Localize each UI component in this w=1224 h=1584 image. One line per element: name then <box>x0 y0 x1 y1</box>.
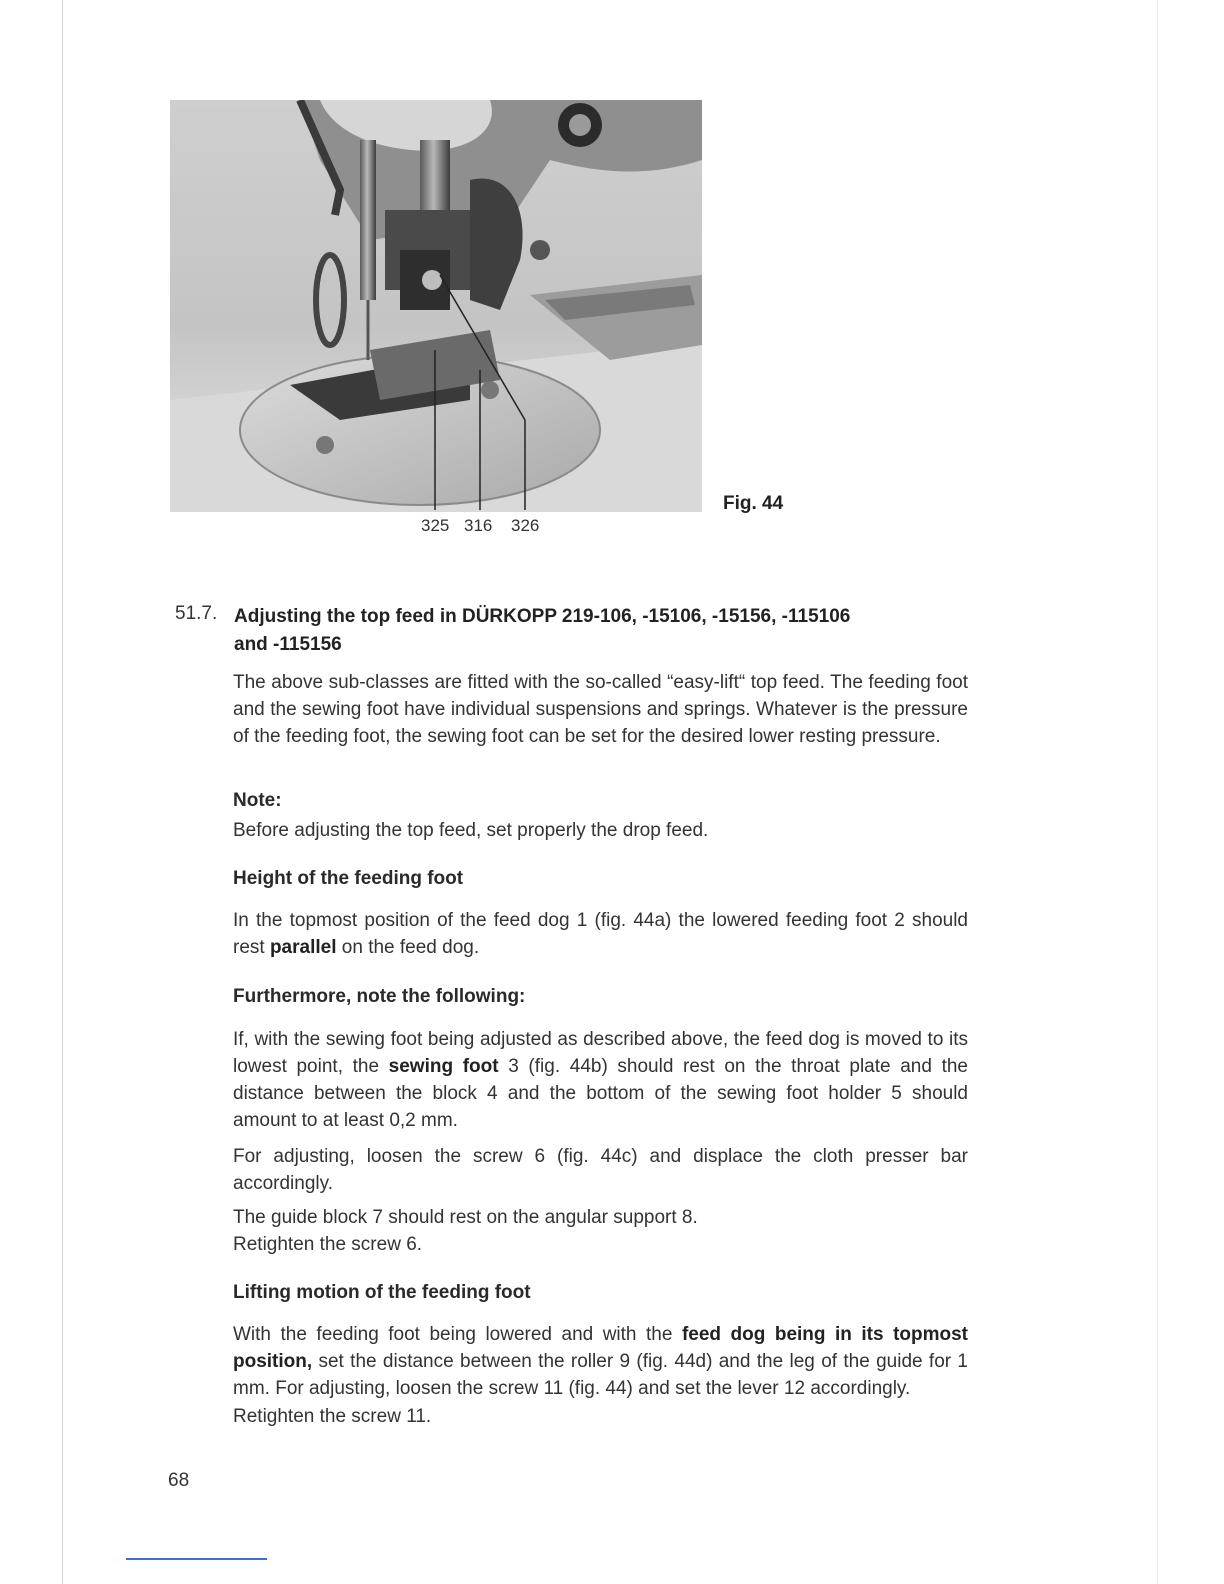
lifting-last-line: Retighten the screw 11. <box>233 1406 432 1427</box>
furthermore-p3-line-2: Retighten the screw 6. <box>233 1234 423 1255</box>
footer-rule <box>126 1558 267 1560</box>
height-paragraph <box>233 907 968 961</box>
section-title-line-2: and -115156 <box>234 634 342 655</box>
furthermore-p1-bold: sewing foot <box>388 1056 499 1077</box>
figure-label: Fig. 44 <box>723 493 784 514</box>
furthermore-heading: Furthermore, note the following: <box>233 986 526 1007</box>
page-right-edge <box>1157 0 1158 1584</box>
lifting-paragraph <box>233 1321 968 1402</box>
note-heading: Note: <box>233 790 282 811</box>
lifting-text-b: set the distance between the roller 9 (fig. 44d) and the leg of the guide for 1 mm. For adjusting, loosen the screw 11 (fig. 44) and set the lever 12 accordingly. <box>233 1351 968 1399</box>
height-bold: parallel <box>269 937 337 958</box>
callout-316: 316 <box>464 516 493 535</box>
section-title <box>234 603 934 659</box>
callout-326: 326 <box>511 516 540 535</box>
callout-325: 325 <box>421 516 450 535</box>
height-text-b: on the feed dog. <box>336 937 480 958</box>
page-binding-edge <box>62 0 63 1584</box>
page-number: 68 <box>168 1470 190 1491</box>
height-heading: Height of the feeding foot <box>233 868 464 889</box>
furthermore-paragraph-3 <box>233 1204 968 1258</box>
section-title-line-1: Adjusting the top feed in DÜRKOPP 219-106, -15106, -15156, -115106 <box>234 606 851 627</box>
furthermore-p3-line-1: The guide block 7 should rest on the angular support 8. <box>233 1207 698 1228</box>
furthermore-p1-b: 3 (fig. 44b) should rest on the throat plate and the distance between the block 4 and the bottom of the sewing foot holder 5 should amount to at least 0,2 mm. <box>233 1056 968 1131</box>
figure-photo <box>170 100 702 512</box>
furthermore-paragraph-2: For adjusting, loosen the screw 6 (fig. 44c) and displace the cloth presser bar accordingly. <box>233 1146 968 1194</box>
section-number: 51.7. <box>175 603 218 624</box>
lifting-heading: Lifting motion of the feeding foot <box>233 1282 531 1303</box>
lifting-bold: feed dog being in its topmost position, <box>233 1324 969 1372</box>
height-text-a: In the topmost position of the feed dog 1 (fig. 44a) the lowered feeding foot 2 should rest <box>233 910 968 958</box>
furthermore-paragraph-1 <box>233 1026 968 1134</box>
lifting-text-a: With the feeding foot being lowered and with the <box>233 1324 682 1345</box>
furthermore-p1-a: If, with the sewing foot being adjusted as described above, the feed dog is moved to its lowest point, the <box>233 1029 968 1077</box>
note-text: Before adjusting the top feed, set properly the drop feed. <box>233 820 709 841</box>
intro-paragraph: The above sub-classes are fitted with the so-called “easy-lift“ top feed. The feeding foot and the sewing foot have individual suspensions and springs. Whatever is the pressure of the feeding foot, the sewing foot can be set for the desired lower resting pressure. <box>233 672 968 747</box>
